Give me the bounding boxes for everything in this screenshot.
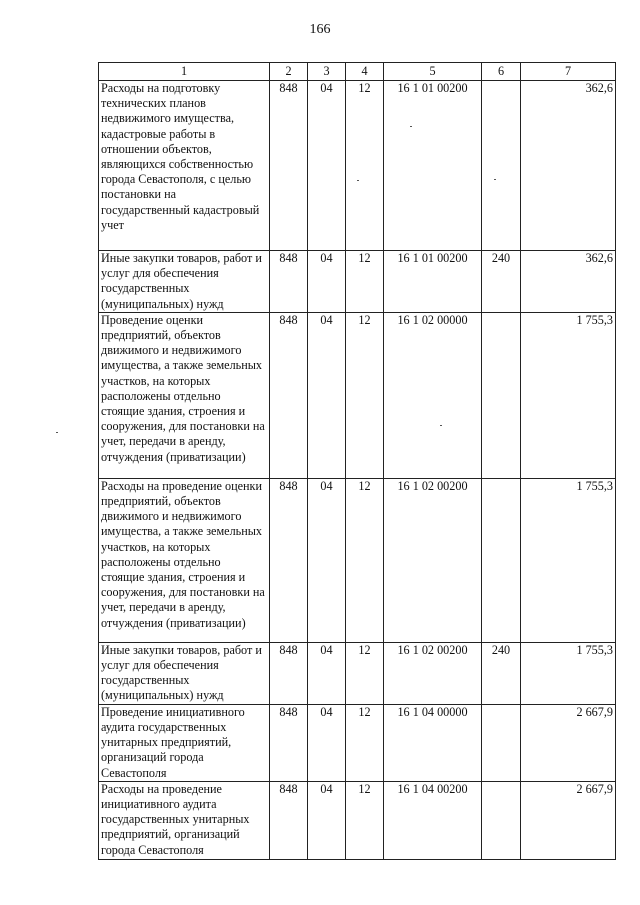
target-article-cell: 16 1 04 00000 [384,704,482,781]
amount-cell: 2 667,9 [521,704,616,781]
column-header: 5 [384,63,482,81]
table-header-row [99,63,616,81]
column-header: 7 [521,63,616,81]
amount-cell: 362,6 [521,251,616,313]
subsection-code-cell: 12 [346,478,384,642]
section-code-cell: 04 [308,642,346,704]
section-code-cell: 04 [308,251,346,313]
section-code-cell: 04 [308,312,346,478]
scan-speck [56,432,58,433]
amount-cell: 1 755,3 [521,642,616,704]
ministry-code-cell: 848 [270,781,308,859]
target-article-cell: 16 1 02 00200 [384,642,482,704]
target-article-cell: 16 1 02 00000 [384,312,482,478]
table-row [99,478,616,642]
column-header: 4 [346,63,384,81]
row-name-cell: Расходы на проведение оценки предприятий, объектов движимого и недвижимого имущества, а также земельных участков, на которых расположены отдельно стоящие здания, строения и сооружения, для постановки на учет, передачи в аренду, отчуждения (приватизации) [99,478,270,642]
expense-type-cell: 240 [482,251,521,313]
ministry-code-cell: 848 [270,312,308,478]
page-number: 166 [309,22,331,37]
subsection-code-cell: 12 [346,704,384,781]
expense-type-cell [482,312,521,478]
subsection-code-cell: 12 [346,312,384,478]
amount-cell: 2 667,9 [521,781,616,859]
subsection-code-cell: 12 [346,251,384,313]
ministry-code-cell: 848 [270,81,308,251]
table-row [99,704,616,781]
column-header: 2 [270,63,308,81]
target-article-cell: 16 1 01 00200 [384,251,482,313]
expense-type-cell [482,781,521,859]
scan-speck [440,425,442,426]
amount-cell: 1 755,3 [521,312,616,478]
ministry-code-cell: 848 [270,478,308,642]
expense-type-cell [482,704,521,781]
row-name-cell: Иные закупки товаров, работ и услуг для обеспечения государственных (муниципальных) нужд [99,642,270,704]
row-name-cell: Расходы на подготовку технических планов недвижимого имущества, кадастровые работы в отношении объектов, являющихся собственностью города Севастополя, с целью постановки на государственный кадастровый учет [99,81,270,251]
subsection-code-cell: 12 [346,642,384,704]
target-article-cell: 16 1 02 00200 [384,478,482,642]
ministry-code-cell: 848 [270,251,308,313]
row-name-cell: Проведение инициативного аудита государственных унитарных предприятий, организаций города Севастополя [99,704,270,781]
scan-speck [410,126,412,127]
column-header: 6 [482,63,521,81]
section-code-cell: 04 [308,478,346,642]
subsection-code-cell: 12 [346,781,384,859]
section-code-cell: 04 [308,81,346,251]
subsection-code-cell: 12 [346,81,384,251]
target-article-cell: 16 1 04 00200 [384,781,482,859]
amount-cell: 362,6 [521,81,616,251]
expense-type-cell [482,81,521,251]
budget-table [98,62,616,860]
expense-type-cell: 240 [482,642,521,704]
scan-speck [494,179,496,180]
table-row [99,312,616,478]
ministry-code-cell: 848 [270,704,308,781]
table-row [99,642,616,704]
target-article-cell: 16 1 01 00200 [384,81,482,251]
section-code-cell: 04 [308,781,346,859]
column-header: 3 [308,63,346,81]
row-name-cell: Проведение оценки предприятий, объектов движимого и недвижимого имущества, а также земельных участков, на которых расположены отдельно стоящие здания, строения и сооружения, для постановки на учет, передачи в аренду, отчуждения (приватизации) [99,312,270,478]
expense-type-cell [482,478,521,642]
table-row [99,81,616,251]
table-row [99,251,616,313]
column-header: 1 [99,63,270,81]
row-name-cell: Иные закупки товаров, работ и услуг для обеспечения государственных (муниципальных) нужд [99,251,270,313]
scan-speck [357,180,359,181]
amount-cell: 1 755,3 [521,478,616,642]
section-code-cell: 04 [308,704,346,781]
ministry-code-cell: 848 [270,642,308,704]
row-name-cell: Расходы на проведение инициативного аудита государственных унитарных предприятий, организаций города Севастополя [99,781,270,859]
table-row [99,781,616,859]
